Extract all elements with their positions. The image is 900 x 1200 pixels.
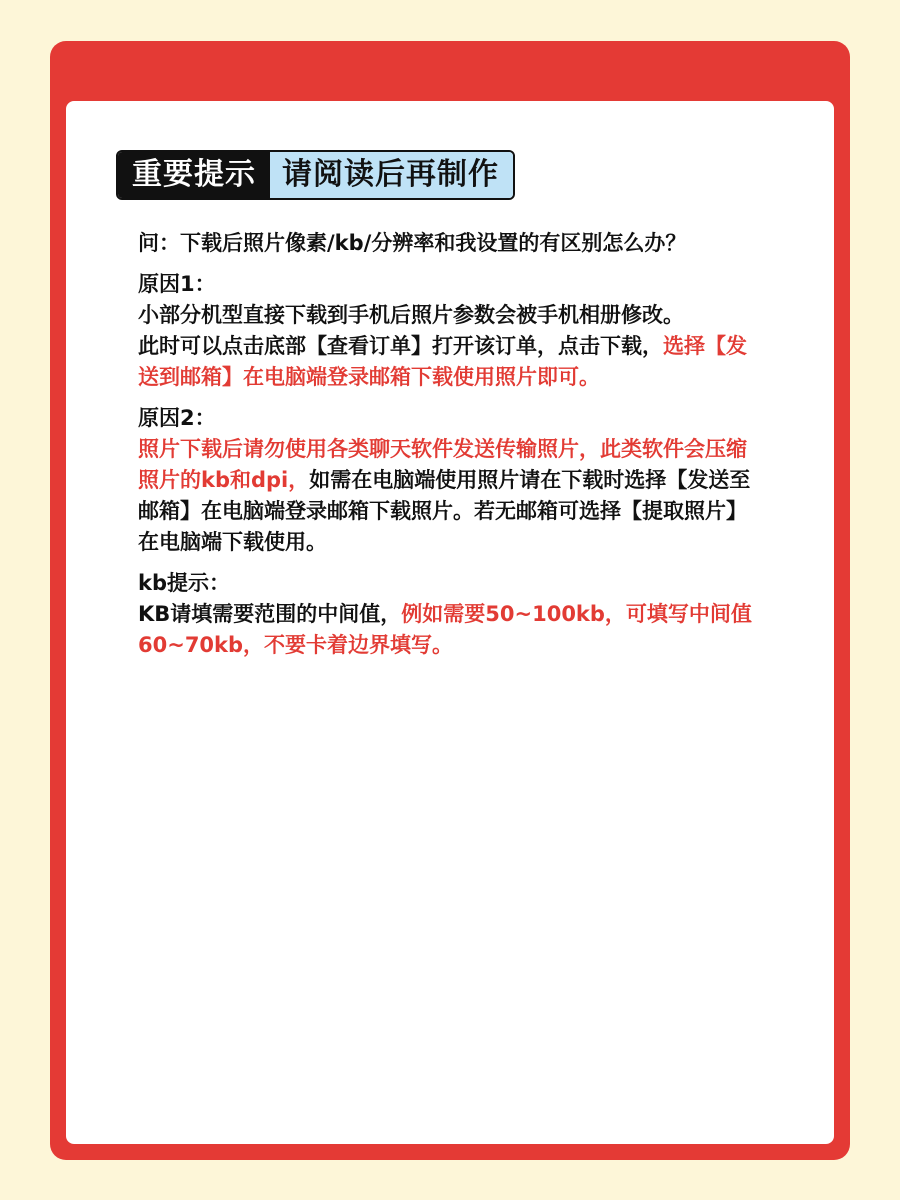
kb-tip-body xyxy=(138,599,758,661)
kb-tip-title: kb提示： xyxy=(138,571,230,595)
kb-tip-black-text: KB请填需要范围的中间值， xyxy=(138,602,402,626)
reason1-section xyxy=(138,269,758,393)
kb-tip-section xyxy=(138,568,758,661)
question-text: 问：下载后照片像素/kb/分辨率和我设置的有区别怎么办？ xyxy=(138,231,687,255)
notice-tag xyxy=(116,150,515,200)
notice-tag-subtitle: 请阅读后再制作 xyxy=(270,152,513,198)
reason1-black-text: 此时可以点击底部【查看订单】打开该订单，点击下载， xyxy=(138,334,663,358)
reason2-title: 原因2： xyxy=(138,406,216,430)
reason2-section xyxy=(138,403,758,558)
reason2-body xyxy=(138,434,758,558)
notice-content xyxy=(138,228,758,671)
reason1-red-text: 选择【发送到邮箱】在电脑端登录邮箱下载使用照片即可。 xyxy=(138,334,747,389)
reason1-line2 xyxy=(138,331,758,393)
reason2-black-text: 如需在电脑端使用照片请在下载时选择【发送至邮箱】在电脑端登录邮箱下载照片。若无邮箱可选择【提取照片】在电脑端下载使用。 xyxy=(138,468,751,554)
reason2-red-text: 照片下载后请勿使用各类聊天软件发送传输照片，此类软件会压缩照片的kb和dpi， xyxy=(138,437,747,492)
kb-tip-red-text: 例如需要50~100kb，可填写中间值60~70kb，不要卡着边界填写。 xyxy=(138,602,752,657)
notice-tag-label: 重要提示 xyxy=(118,152,270,198)
reason1-title: 原因1： xyxy=(138,272,216,296)
reason1-line1: 小部分机型直接下载到手机后照片参数会被手机相册修改。 xyxy=(138,303,684,327)
